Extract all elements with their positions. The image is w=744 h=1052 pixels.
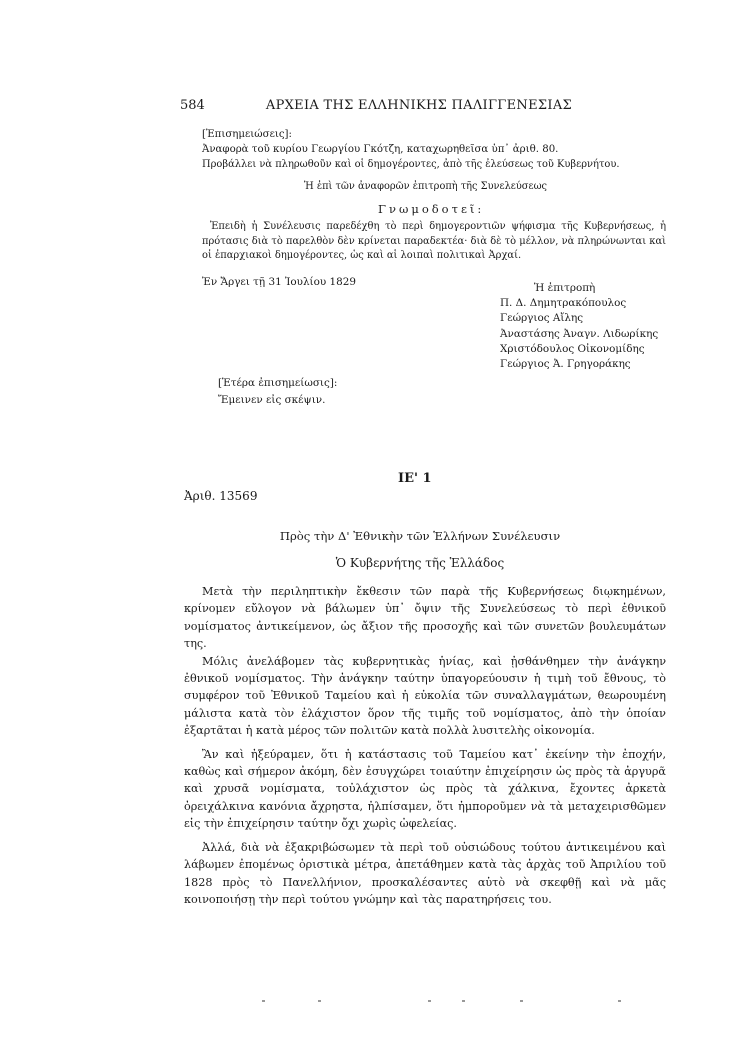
body-paragraph: Ἀλλά, διὰ νὰ ἐξακριβώσωμεν τὰ περὶ τοῦ οὐσιώδους τούτου ἀντικειμένου καὶ λάβωμεν ἐπομένως ὁριστικὰ μέτρα, ἀπετάθημεν κατὰ τὰς ἀρχὰς τοῦ Ἀπριλίου τοῦ 1828 πρὸς τὸ Πανελλήνιον, προσκαλέσαντες αὐτὸ νὰ σκεφθῇ καὶ νὰ μᾶς κοινοποιήσῃ τὴν περὶ τούτου γνώμην καὶ τὰς παρατηρήσεις του. <box>184 840 666 906</box>
signatory-name: Γεώργιος Ἀ. Γρηγοράκης <box>500 358 631 371</box>
sender: Ὁ Κυβερνήτης τῆς Ἑλλάδος <box>335 556 505 570</box>
signatory-name: Γεώργιος Αἴλης <box>500 312 584 325</box>
signatory-name: Ἀναστάσης Ἀναγν. Λιδωρίκης <box>500 327 659 340</box>
signatory-name: Χριστόδουλος Οἰκονομίδης <box>500 342 645 355</box>
opinion-text: Ἐπειδὴ ἡ Συνέλευσις παρεδέχθη τὸ περὶ δημογεροντιῶν ψήφισμα τῆς Κυβερνήσεως, ἡ πρότασις διὰ τὸ παρελθὸν δὲν κρίνεται παραδεκτέα· διὰ δὲ τὸ μέλλον, νὰ πληρώνωνται καὶ οἱ ἐπαρχιακοὶ δημογέροντες, ὡς καὶ αἱ λοιπαὶ πολιτικαὶ Ἀρχαί. <box>202 221 666 262</box>
notes-line-1: Ἀναφορὰ τοῦ κυρίου Γεωργίου Γκότζη, καταχωρηθεῖσα ὑπ᾿ ἀριθ. 80. <box>202 144 559 155</box>
scan-speck <box>618 1000 621 1002</box>
place-date: Ἐν Ἄργει τῇ 31 Ἰουλίου 1829 <box>202 276 356 288</box>
notes-line-2: Προβάλλει νὰ πληρωθοῦν καὶ οἱ δημογέροντες, ἀπὸ τῆς ἐλεύσεως τοῦ Κυβερνήτου. <box>202 159 620 170</box>
document-number: Ἀριθ. 13569 <box>184 489 258 503</box>
addressee: Πρὸς τὴν Δ' Ἐθνικὴν τῶν Ἑλλήνων Συνέλευσιν <box>279 529 561 543</box>
scan-speck <box>428 1000 431 1002</box>
notes-label: [Ἐπισημειώσεις]: <box>202 129 292 140</box>
signatory-name: Π. Δ. Δημητρακόπουλος <box>500 297 627 310</box>
signatories <box>500 281 658 372</box>
committee-line: Ἡ ἐπὶ τῶν ἀναφορῶν ἐπιτροπὴ τῆς Συνελεύσεως <box>304 181 548 192</box>
body-paragraph: Μόλις ἀνελάβομεν τὰς κυβερνητικὰς ἡνίας, καὶ ᾐσθάνθημεν τὴν ἀνάγκην ἐθνικοῦ νομίσματος. Τὴν ἀνάγκην ταύτην ὑπαγορεύουσιν ἡ τιμὴ τοῦ ἔθνους, τὸ συμφέρον τοῦ Ἐθνικοῦ Ταμείου καὶ ἡ εὐκολία τῶν συναλλαγμάτων, θεωρουμένη μάλιστα κατὰ τὸν ἐλάχιστον ὅρον τῆς τιμῆς τοῦ νομίσματος, ἀπὸ τὴν ὁποίαν ἐξαρτᾶται ἡ κατὰ μέρος τῶν πολιτῶν κατὰ πολλὰ λυσιτελὴς οἰκονομία. <box>184 654 666 738</box>
scan-speck <box>318 1000 321 1002</box>
scan-speck <box>462 1000 465 1002</box>
section-mark: ΙΕ' 1 <box>398 471 432 486</box>
scan-speck <box>262 1000 265 1002</box>
document-body <box>184 583 666 908</box>
body-paragraph: Μετὰ τὴν περιληπτικὴν ἔκθεσιν τῶν παρὰ τῆς Κυβερνήσεως διῳκημένων, κρίνομεν εὔλογον νὰ βάλωμεν ὑπ᾿ ὄψιν τῆς Συνελεύσεως τὸ περὶ ἐθνικοῦ νομίσματος ἀντικείμενον, ὡς ἄξιον τῆς προσοχῆς καὶ τῶν συνετῶν βουλευμάτων της. <box>184 585 666 651</box>
opinion-heading: Γνωμοδοτεῖ: <box>378 202 485 216</box>
page-number: 584 <box>180 98 205 113</box>
signatories-heading: Ἡ ἐπιτροπὴ <box>534 282 596 294</box>
running-title: ΑΡΧΕΙΑ ΤΗΣ ΕΛΛΗΝΙΚΗΣ ΠΑΛΙΓΓΕΝΕΣΙΑΣ <box>265 98 572 113</box>
other-notes-text: Ἔμεινεν εἰς σκέψιν. <box>218 394 326 406</box>
other-notes-label: [Ἑτέρα ἐπισημείωσις]: <box>218 377 338 389</box>
scan-speck <box>520 1000 523 1002</box>
body-paragraph: Ἂν καὶ ἠξεύραμεν, ὅτι ἡ κατάστασις τοῦ Ταμείου κατ᾿ ἐκείνην τὴν ἐποχήν, καθὼς καὶ σήμερον ἀκόμη, δὲν ἐσυγχώρει τοιαύτην ἐπιχείρησιν ὡς πρὸς τὰ ἀργυρᾶ καὶ χρυσᾶ νομίσματα, τοὐλάχιστον ὡς πρὸς τὰ χάλκινα, ἔχοντες ἀρκετὰ ὀρειχάλκινα κανόνια ἄχρηστα, ἠλπίσαμεν, ὅτι ἠμποροῦμεν νὰ τὰ μεταχειρισθῶμεν εἰς τὴν ἐπιχείρησιν ταύτην ὄχι χωρὶς ὠφελείας. <box>184 747 666 831</box>
